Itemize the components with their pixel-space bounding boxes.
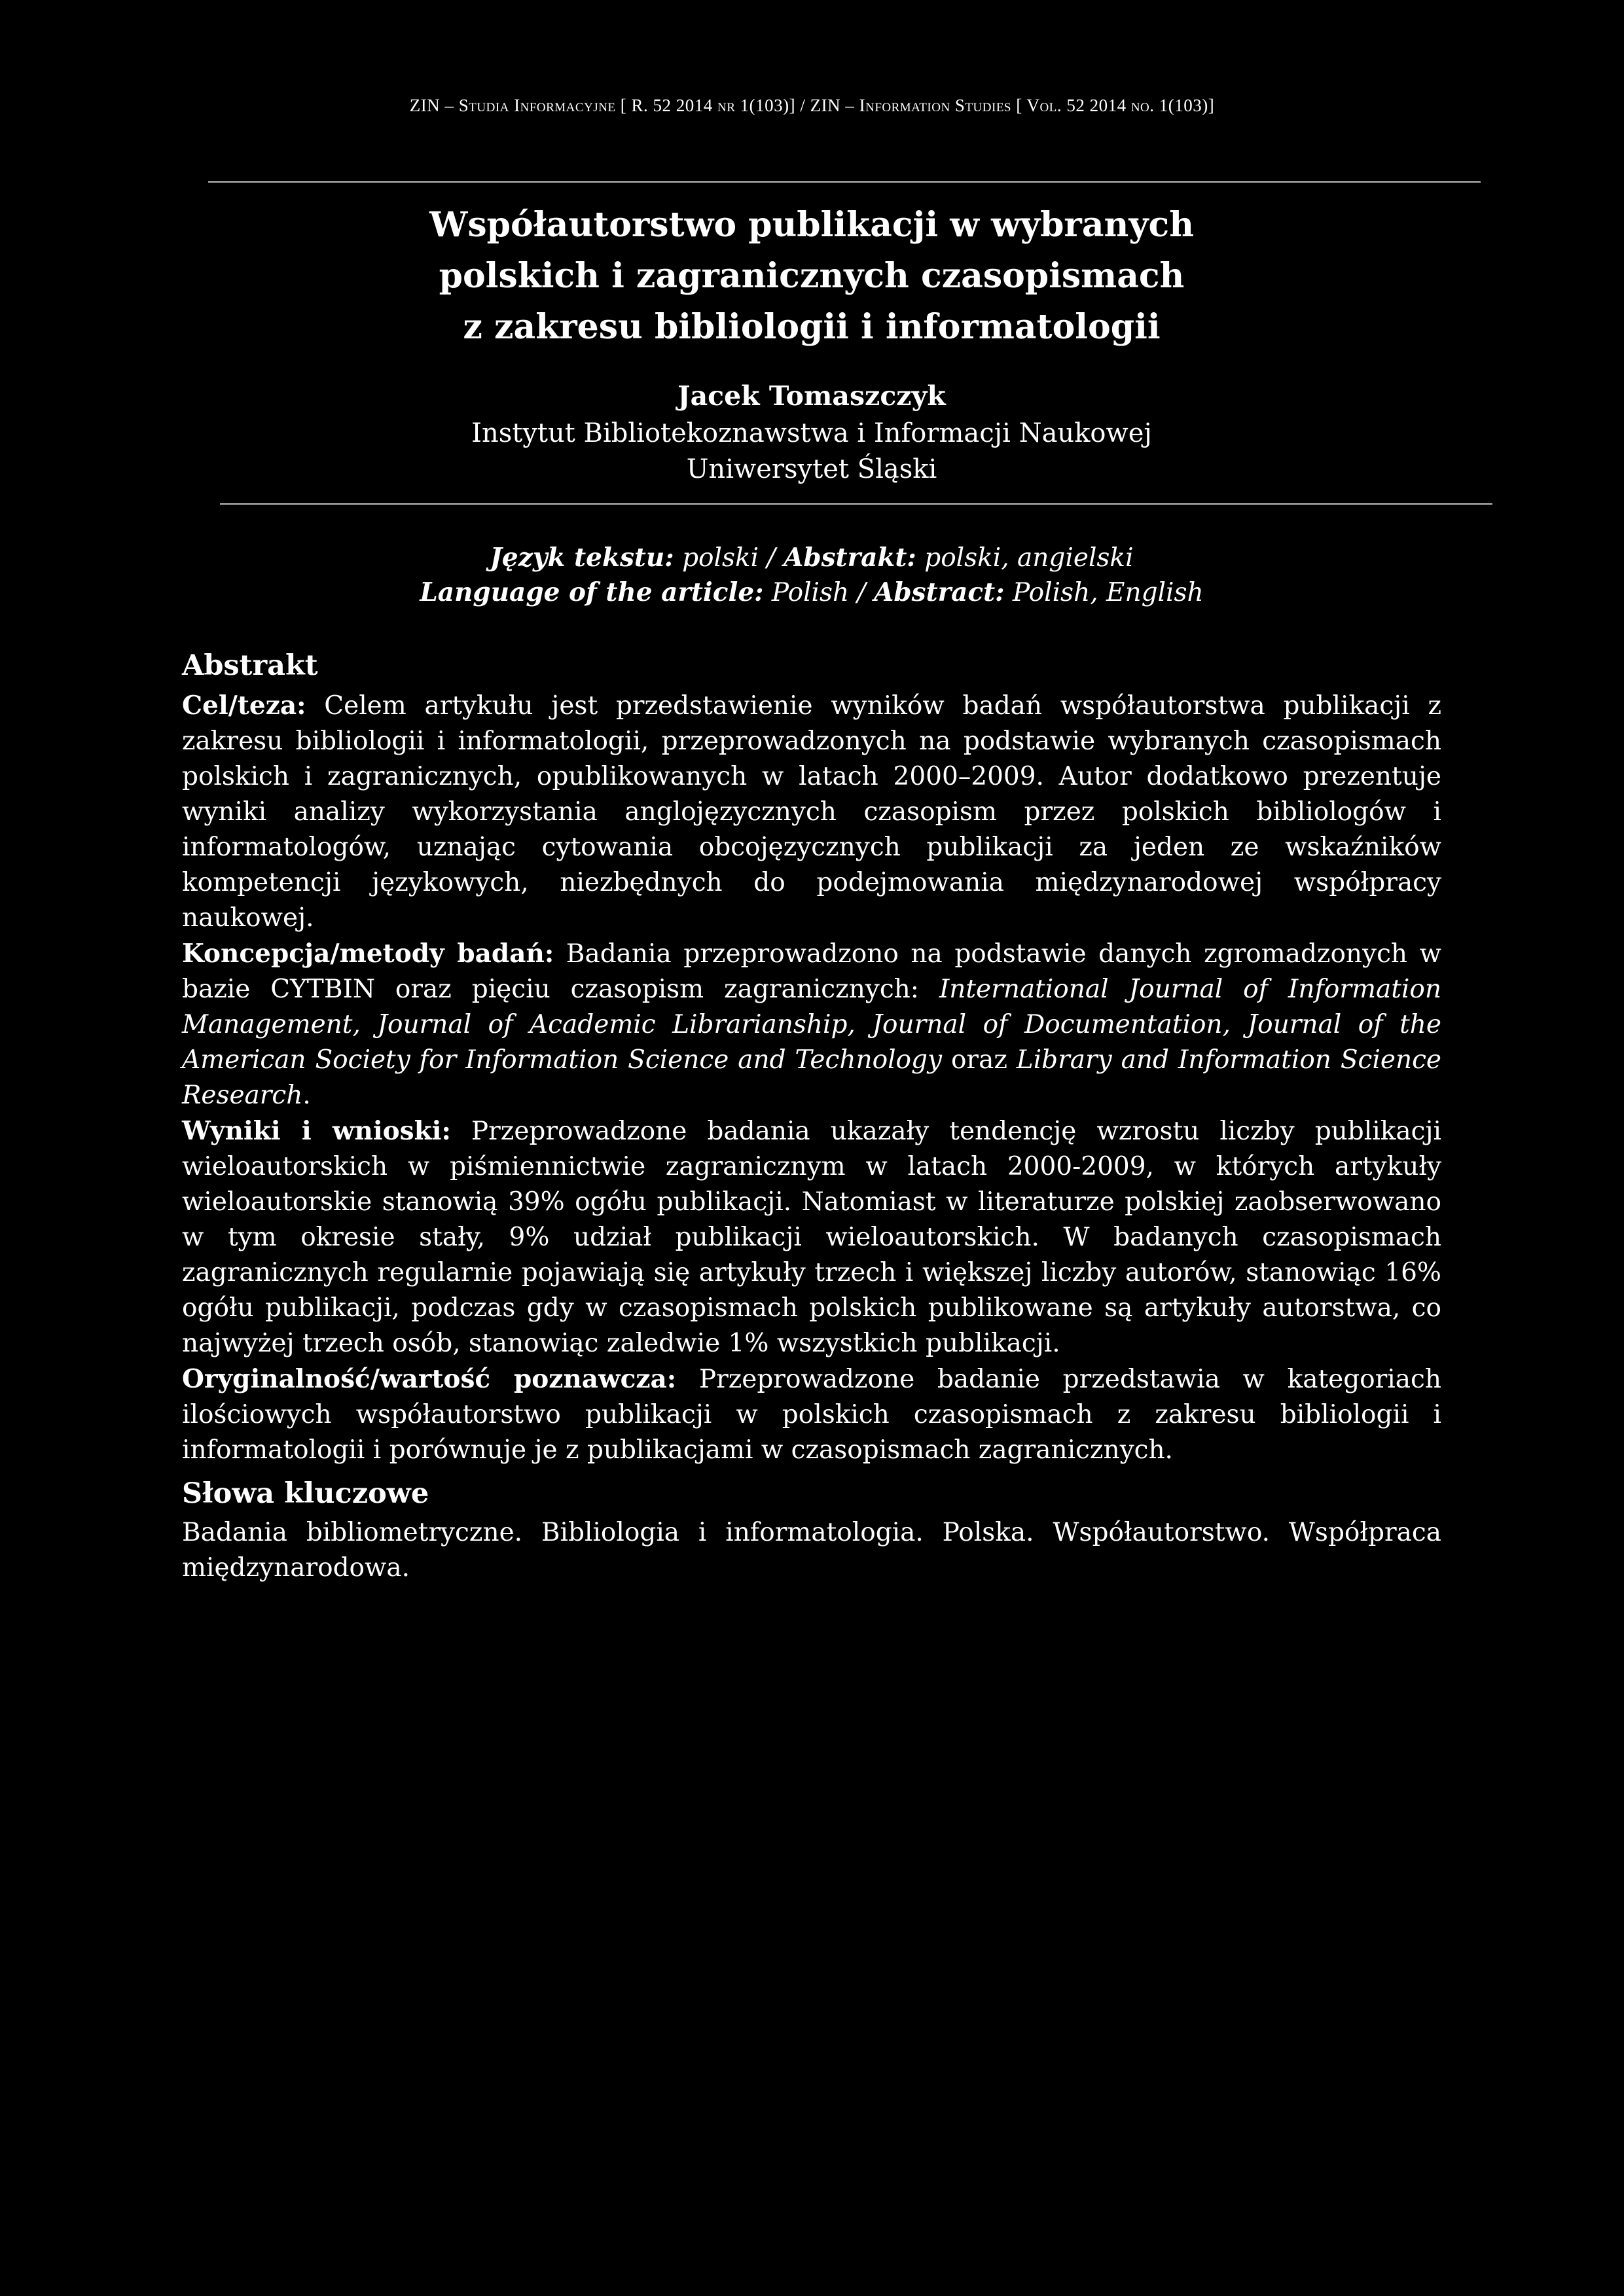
- title-line: z zakresu bibliologii i informatologii: [463, 307, 1161, 347]
- language-value: Polish /: [763, 578, 875, 607]
- method-journals: International Journal of Information Management, Journal of Academic Librarianship, Journal of Documentation, Journal of the American Society for Information Science and Technology: [182, 975, 1441, 1075]
- method-text: Badania przeprowadzono na podstawie danych zgromadzonych w bazie CYTBIN oraz pięciu czasopism zagranicznych:: [182, 939, 1441, 1004]
- author-name: Jacek Tomaszczyk: [677, 380, 946, 412]
- language-info: [223, 541, 1401, 610]
- abstract-language-label: Abstrakt:: [784, 543, 916, 573]
- method-last-journal: Library and Information Science Research: [182, 1045, 1441, 1110]
- abstract-heading: Abstrakt: [182, 649, 318, 682]
- goal-label: Cel/teza:: [182, 691, 306, 721]
- running-head: ZIN – Studia Informacyjne [ R. 52 2014 nr 1(103)] / ZIN – Information Studies [ Vol. 52 2014 no. 1(103)]: [409, 96, 1215, 115]
- abstract-language-value: polski, angielski: [916, 543, 1134, 573]
- results-label: Wyniki i wnioski:: [182, 1116, 451, 1146]
- abstract-results: [182, 1113, 1441, 1361]
- affiliation-line: Uniwersytet Śląski: [686, 454, 937, 484]
- language-line-en: [223, 575, 1401, 610]
- affiliation-line: Instytut Bibliotekoznawstwa i Informacji Naukowej: [471, 418, 1152, 448]
- abstract-goal: [182, 688, 1441, 936]
- abstract-method: [182, 936, 1441, 1113]
- article-title: [353, 200, 1270, 353]
- header-divider: [208, 181, 1481, 183]
- title-line: Współautorstwo publikacji w wybranych: [429, 205, 1195, 245]
- title-line: polskich i zagranicznych czasopismach: [439, 256, 1185, 296]
- results-text: Przeprowadzone badania ukazały tendencję wzrostu liczby publikacji wieloautorskich w piśmiennictwie zagranicznym w latach 2000-2009, w których artykuły wieloautorskie stanowią 39% ogółu publikacji. Natomiast w literaturze polskiej zaobserwowano w tym okresie stały, 9% udział publikacji wieloautorskich. W badanych czasopismach zagranicznych regularnie pojawiają się artykuły trzech i większej liczby autorów, stanowiąc 16% ogółu publikacji, podczas gdy w czasopismach polskich publikowane są artykuły autorstwa, co najwyżej trzech osób, stanowiąc zaledwie 1% wszystkich publikacji.: [182, 1117, 1441, 1358]
- originality-text: Przeprowadzone badanie przedstawia w kategoriach ilościowych współautorstwo publikacji w polskich czasopismach z zakresu bibliologii i informatologii i porównuje je z publikacjami w czasopismach zagranicznych.: [182, 1365, 1441, 1465]
- method-and: oraz: [942, 1045, 1017, 1075]
- keywords-text: Badania bibliometryczne. Bibliologia i informatologia. Polska. Współautorstwo. Współpraca międzynarodowa.: [182, 1518, 1441, 1583]
- method-label: Koncepcja/metody badań:: [182, 939, 554, 969]
- abstract-language-value: Polish, English: [1004, 578, 1204, 607]
- goal-text: Celem artykułu jest przedstawienie wyników badań współautorstwa publikacji z zakresu bibliologii i informatologii, przeprowadzonych na podstawie wybranych czasopismach polskich i zagranicznych, opublikowanych w latach 2000–2009. Autor dodatkowo prezentuje wyniki analizy wykorzystania anglojęzycznych czasopism przez polskich bibliologów i informatologów, uznając cytowania obcojęzycznych publikacji za jeden ze wskaźników kompetencji językowych, niezbędnych do podejmowania międzynarodowej współpracy naukowej.: [182, 691, 1441, 933]
- keywords-heading: Słowa kluczowe: [182, 1477, 429, 1510]
- language-label: Język tekstu:: [490, 543, 674, 573]
- abstract-section: [182, 643, 1441, 1586]
- method-end: .: [302, 1081, 311, 1110]
- author-divider: [220, 503, 1492, 505]
- language-label: Language of the article:: [420, 577, 764, 607]
- language-line-pl: [223, 541, 1401, 575]
- originality-label: Oryginalność/wartość poznawcza:: [182, 1364, 677, 1394]
- language-value: polski /: [674, 543, 784, 573]
- author-block: [353, 376, 1270, 488]
- abstract-language-label: Abstract:: [874, 577, 1005, 607]
- abstract-originality: [182, 1361, 1441, 1468]
